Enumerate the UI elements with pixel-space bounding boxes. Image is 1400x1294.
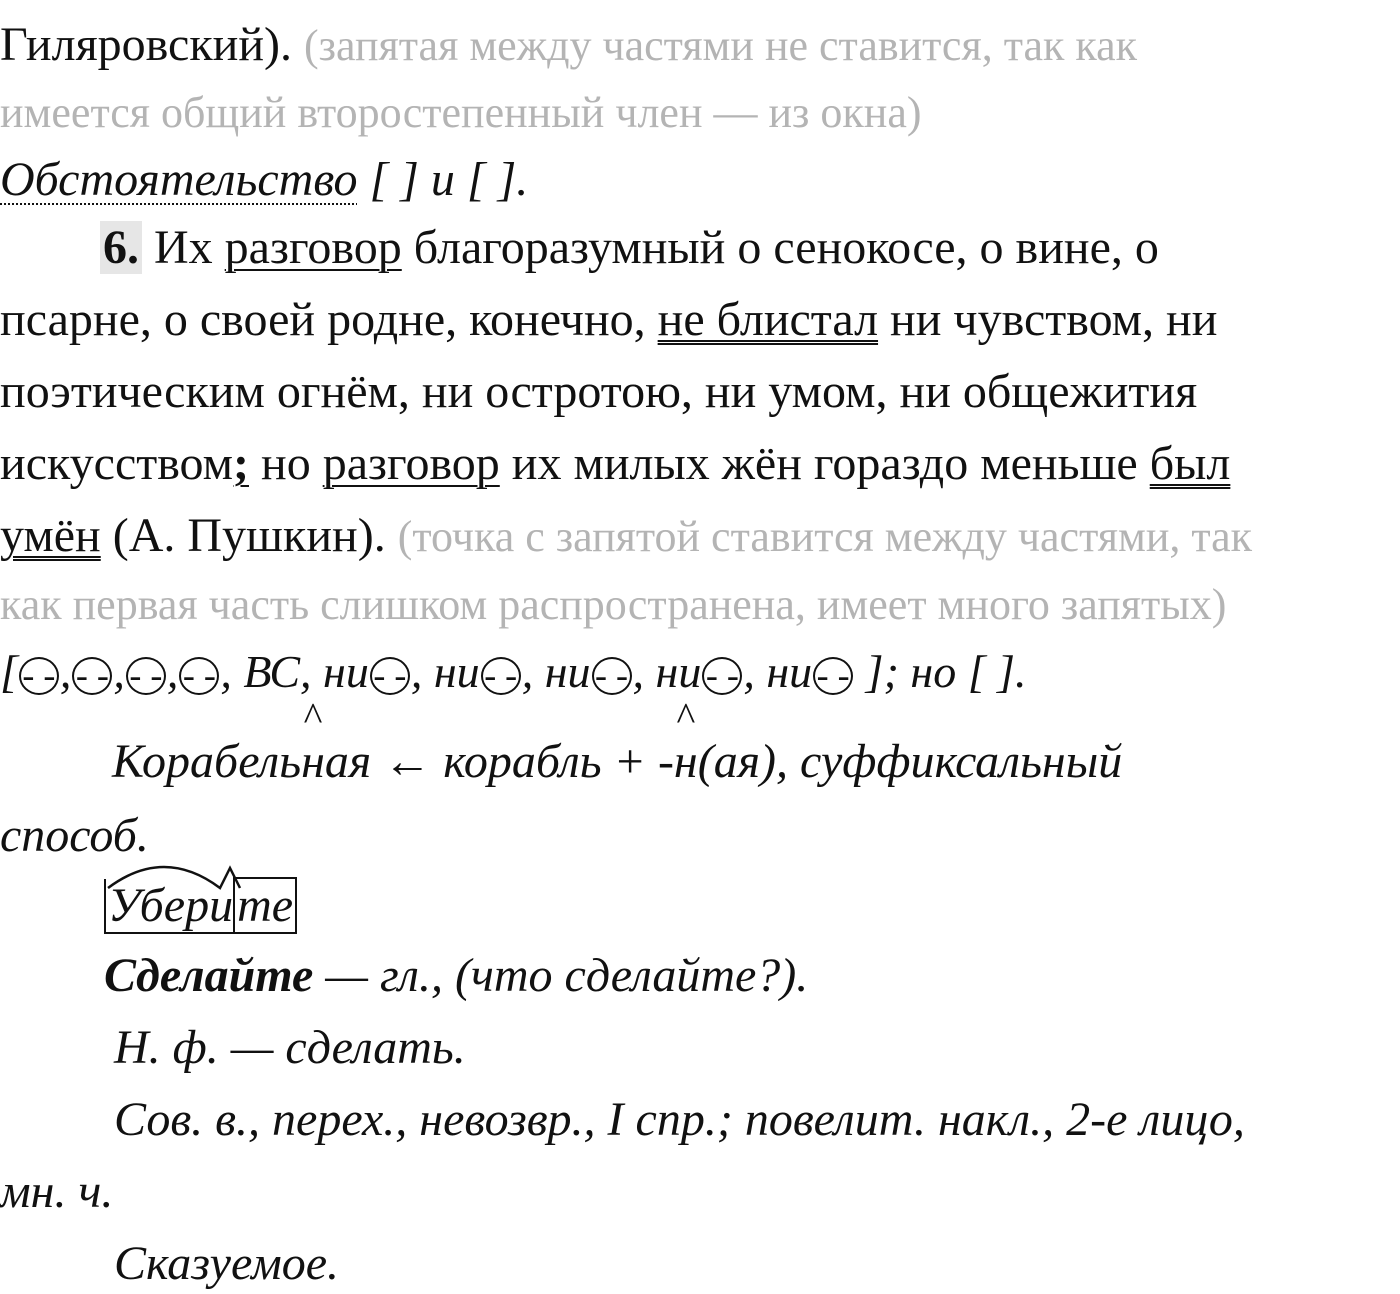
text: Корабель bbox=[112, 735, 302, 788]
comma: , bbox=[632, 646, 645, 697]
text: ни чувством, ни bbox=[878, 293, 1218, 346]
text: но bbox=[249, 437, 323, 490]
conjunction: ни bbox=[533, 646, 591, 697]
gray-note: имеется общий второстепенный член — из окна) bbox=[0, 88, 922, 137]
scheme-end: ]; но [ ]. bbox=[854, 646, 1027, 697]
introductory-word: ВС, bbox=[231, 646, 312, 697]
text: поэтическим огнём, ни остротою, ни умом, ни общежития bbox=[0, 365, 1198, 418]
line-word-formation bbox=[112, 694, 1123, 792]
comma: , bbox=[166, 646, 179, 697]
homogeneous-member-circle: - - bbox=[592, 657, 632, 695]
subject-word: разговор bbox=[224, 221, 402, 274]
gray-note: как первая часть слишком распространена, имеет много запятых) bbox=[0, 580, 1227, 629]
homogeneous-member-circle: - - bbox=[813, 657, 853, 695]
comma: , bbox=[410, 646, 423, 697]
exercise-number: 6. bbox=[100, 221, 142, 274]
homogeneous-member-circle: - - bbox=[702, 657, 742, 695]
line-2 bbox=[0, 82, 922, 143]
comma: , bbox=[521, 646, 534, 697]
text: псарне, о своей родне, конечно, bbox=[0, 293, 658, 346]
stem-text: Убери bbox=[104, 879, 233, 934]
suffix-caret-icon: ^ bbox=[303, 694, 323, 739]
morpheme-parse bbox=[104, 876, 297, 936]
homogeneous-member-circle: - - bbox=[72, 657, 112, 695]
line-3 bbox=[0, 150, 528, 210]
comma: , bbox=[743, 646, 755, 697]
suffix-mark bbox=[673, 694, 698, 792]
text: искусством bbox=[0, 437, 234, 490]
predicate-word: не блистал bbox=[657, 293, 879, 346]
subject-word: разговор bbox=[322, 437, 500, 490]
text: Сказуемое. bbox=[114, 1237, 340, 1290]
line-15 bbox=[114, 1018, 466, 1078]
conjunction: ни bbox=[754, 646, 813, 697]
line-5 bbox=[0, 290, 1217, 350]
root-arc-icon bbox=[104, 852, 244, 892]
line-7 bbox=[0, 434, 1230, 494]
gray-note: (точка с запятой ставится между частями, так bbox=[397, 512, 1253, 561]
text: (ая), суффиксальный bbox=[697, 735, 1123, 788]
homogeneous-member-circle: - - bbox=[19, 657, 59, 695]
homogeneous-member-circle: - - bbox=[481, 657, 521, 695]
stem bbox=[104, 876, 233, 936]
scheme: [ ] и [ ]. bbox=[357, 153, 529, 206]
text: способ. bbox=[0, 809, 149, 862]
comma: , bbox=[220, 646, 232, 697]
homogeneous-member-circle: - - bbox=[126, 657, 166, 695]
predicate-word: был bbox=[1149, 437, 1231, 490]
line-16 bbox=[114, 1090, 1245, 1150]
line-17 bbox=[0, 1162, 113, 1222]
line-4 bbox=[100, 218, 1159, 278]
text: Сов. в., перех., невозвр., I спр.; повелит. накл., 2-е лицо, bbox=[114, 1093, 1245, 1146]
analyzed-word: Сделайте bbox=[104, 949, 314, 1002]
line-9 bbox=[0, 574, 1226, 635]
line-18 bbox=[114, 1234, 339, 1294]
conjunction: ни bbox=[644, 646, 702, 697]
predicate-word: умён bbox=[0, 509, 101, 562]
line-1 bbox=[0, 15, 1137, 76]
homogeneous-member-circle: - - bbox=[179, 657, 219, 695]
homogeneous-member-circle: - - bbox=[370, 657, 410, 695]
suffix-mark bbox=[301, 694, 325, 792]
line-6 bbox=[0, 362, 1197, 422]
text-main: Гиляровский). bbox=[0, 18, 293, 71]
conjunction: ни bbox=[422, 646, 480, 697]
text: Н. ф. — сделать. bbox=[114, 1021, 466, 1074]
comma: , bbox=[59, 646, 72, 697]
text: (А. Пушкин). bbox=[100, 509, 398, 562]
sentence-scheme bbox=[0, 642, 1027, 702]
comma: , bbox=[113, 646, 125, 697]
bracket: [ bbox=[0, 646, 18, 697]
adverbial-word: Обстоятельство bbox=[0, 153, 358, 206]
conjunction: ни bbox=[311, 646, 369, 697]
suffix-letter: н bbox=[301, 735, 325, 788]
suffix-letter: н bbox=[673, 735, 698, 788]
text: Их bbox=[142, 221, 225, 274]
semicolon-mark: ; bbox=[233, 437, 249, 490]
suffix-caret-icon: ^ bbox=[676, 694, 696, 739]
text: — гл., (что сделайте?). bbox=[313, 949, 809, 1002]
line-8 bbox=[0, 506, 1252, 567]
gray-note: (запятая между частями не ставится, так как bbox=[304, 21, 1137, 70]
text: их милых жён гораздо меньше bbox=[499, 437, 1150, 490]
ending-box: те bbox=[233, 877, 297, 934]
text: благоразумный о сенокосе, о вине, о bbox=[401, 221, 1159, 274]
text: мн. ч. bbox=[0, 1165, 114, 1218]
line-14 bbox=[104, 946, 808, 1006]
text: ая ← корабль + - bbox=[324, 735, 674, 788]
